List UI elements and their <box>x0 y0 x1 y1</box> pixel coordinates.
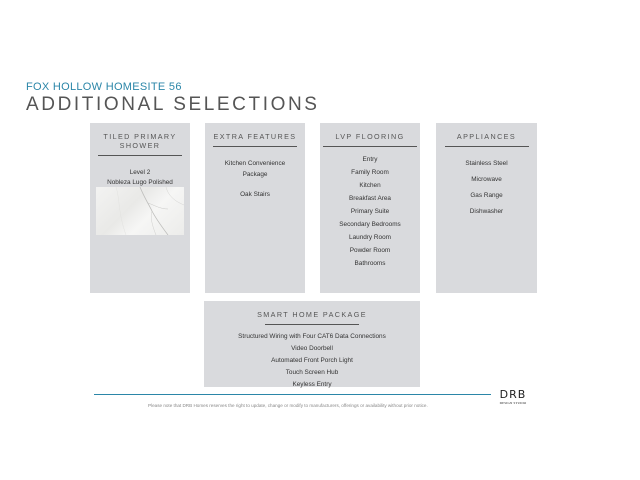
marble-tile-swatch <box>96 187 184 235</box>
card-extra-features <box>205 123 305 293</box>
list-item: Keyless Entry <box>292 381 332 388</box>
list-item: Kitchen <box>359 182 381 189</box>
card-divider <box>265 324 359 325</box>
list-item: Microwave <box>471 176 502 183</box>
list-item: Kitchen Convenience <box>224 160 286 167</box>
list-item: Powder Room <box>349 247 391 254</box>
card-title: EXTRA FEATURES <box>213 132 297 141</box>
list-item: Secondary Bedrooms <box>339 221 401 228</box>
list-item: Primary Suite <box>350 208 390 215</box>
list-item: Family Room <box>351 169 389 176</box>
card-divider <box>445 146 529 147</box>
drb-design-studio-logo <box>497 389 529 405</box>
card-divider <box>323 146 417 147</box>
list-item: Stainless Steel <box>465 160 508 167</box>
card-divider <box>213 146 297 147</box>
list-item: Structured Wiring with Four CAT6 Data Connections <box>238 333 386 340</box>
list-item: Entry <box>362 156 378 163</box>
homesite-subtitle: FOX HOLLOW HOMESITE 56 <box>26 81 182 93</box>
card-title: LVP FLOORING <box>335 132 405 141</box>
card-title: TILED PRIMARY SHOWER <box>103 132 177 150</box>
list-item: Bathrooms <box>354 260 386 267</box>
card-title: SMART HOME PACKAGE <box>257 310 367 319</box>
footer-divider <box>94 394 491 395</box>
list-item: Automated Front Porch Light <box>271 357 353 364</box>
card-appliances <box>436 123 537 293</box>
footer-disclaimer: Please note that DRB Homes reserves the right to update, change or modify to manufacturers, offerings or availability without prior notice. <box>148 403 428 408</box>
card-tiled-primary-shower <box>90 123 190 293</box>
card-smart-home-package <box>204 301 420 387</box>
list-item: Breakfast Area <box>349 195 391 202</box>
card-divider <box>98 155 182 156</box>
list-item: Touch Screen Hub <box>285 369 339 376</box>
list-item: Dishwasher <box>469 208 504 215</box>
list-item: Nobleza Lugo Polished <box>107 179 173 186</box>
list-item: Level 2 <box>129 169 151 176</box>
card-title: APPLIANCES <box>456 132 517 141</box>
list-item: Oak Stairs <box>240 191 270 198</box>
logo-mark: DRB <box>499 388 527 401</box>
page-title: ADDITIONAL SELECTIONS <box>26 94 320 115</box>
list-item: Gas Range <box>470 192 503 199</box>
card-lvp-flooring <box>320 123 420 293</box>
logo-subtext: DESIGN STUDIO <box>499 401 527 405</box>
list-item: Laundry Room <box>349 234 391 241</box>
list-item: Package <box>242 171 268 178</box>
list-item: Video Doorbell <box>291 345 333 352</box>
